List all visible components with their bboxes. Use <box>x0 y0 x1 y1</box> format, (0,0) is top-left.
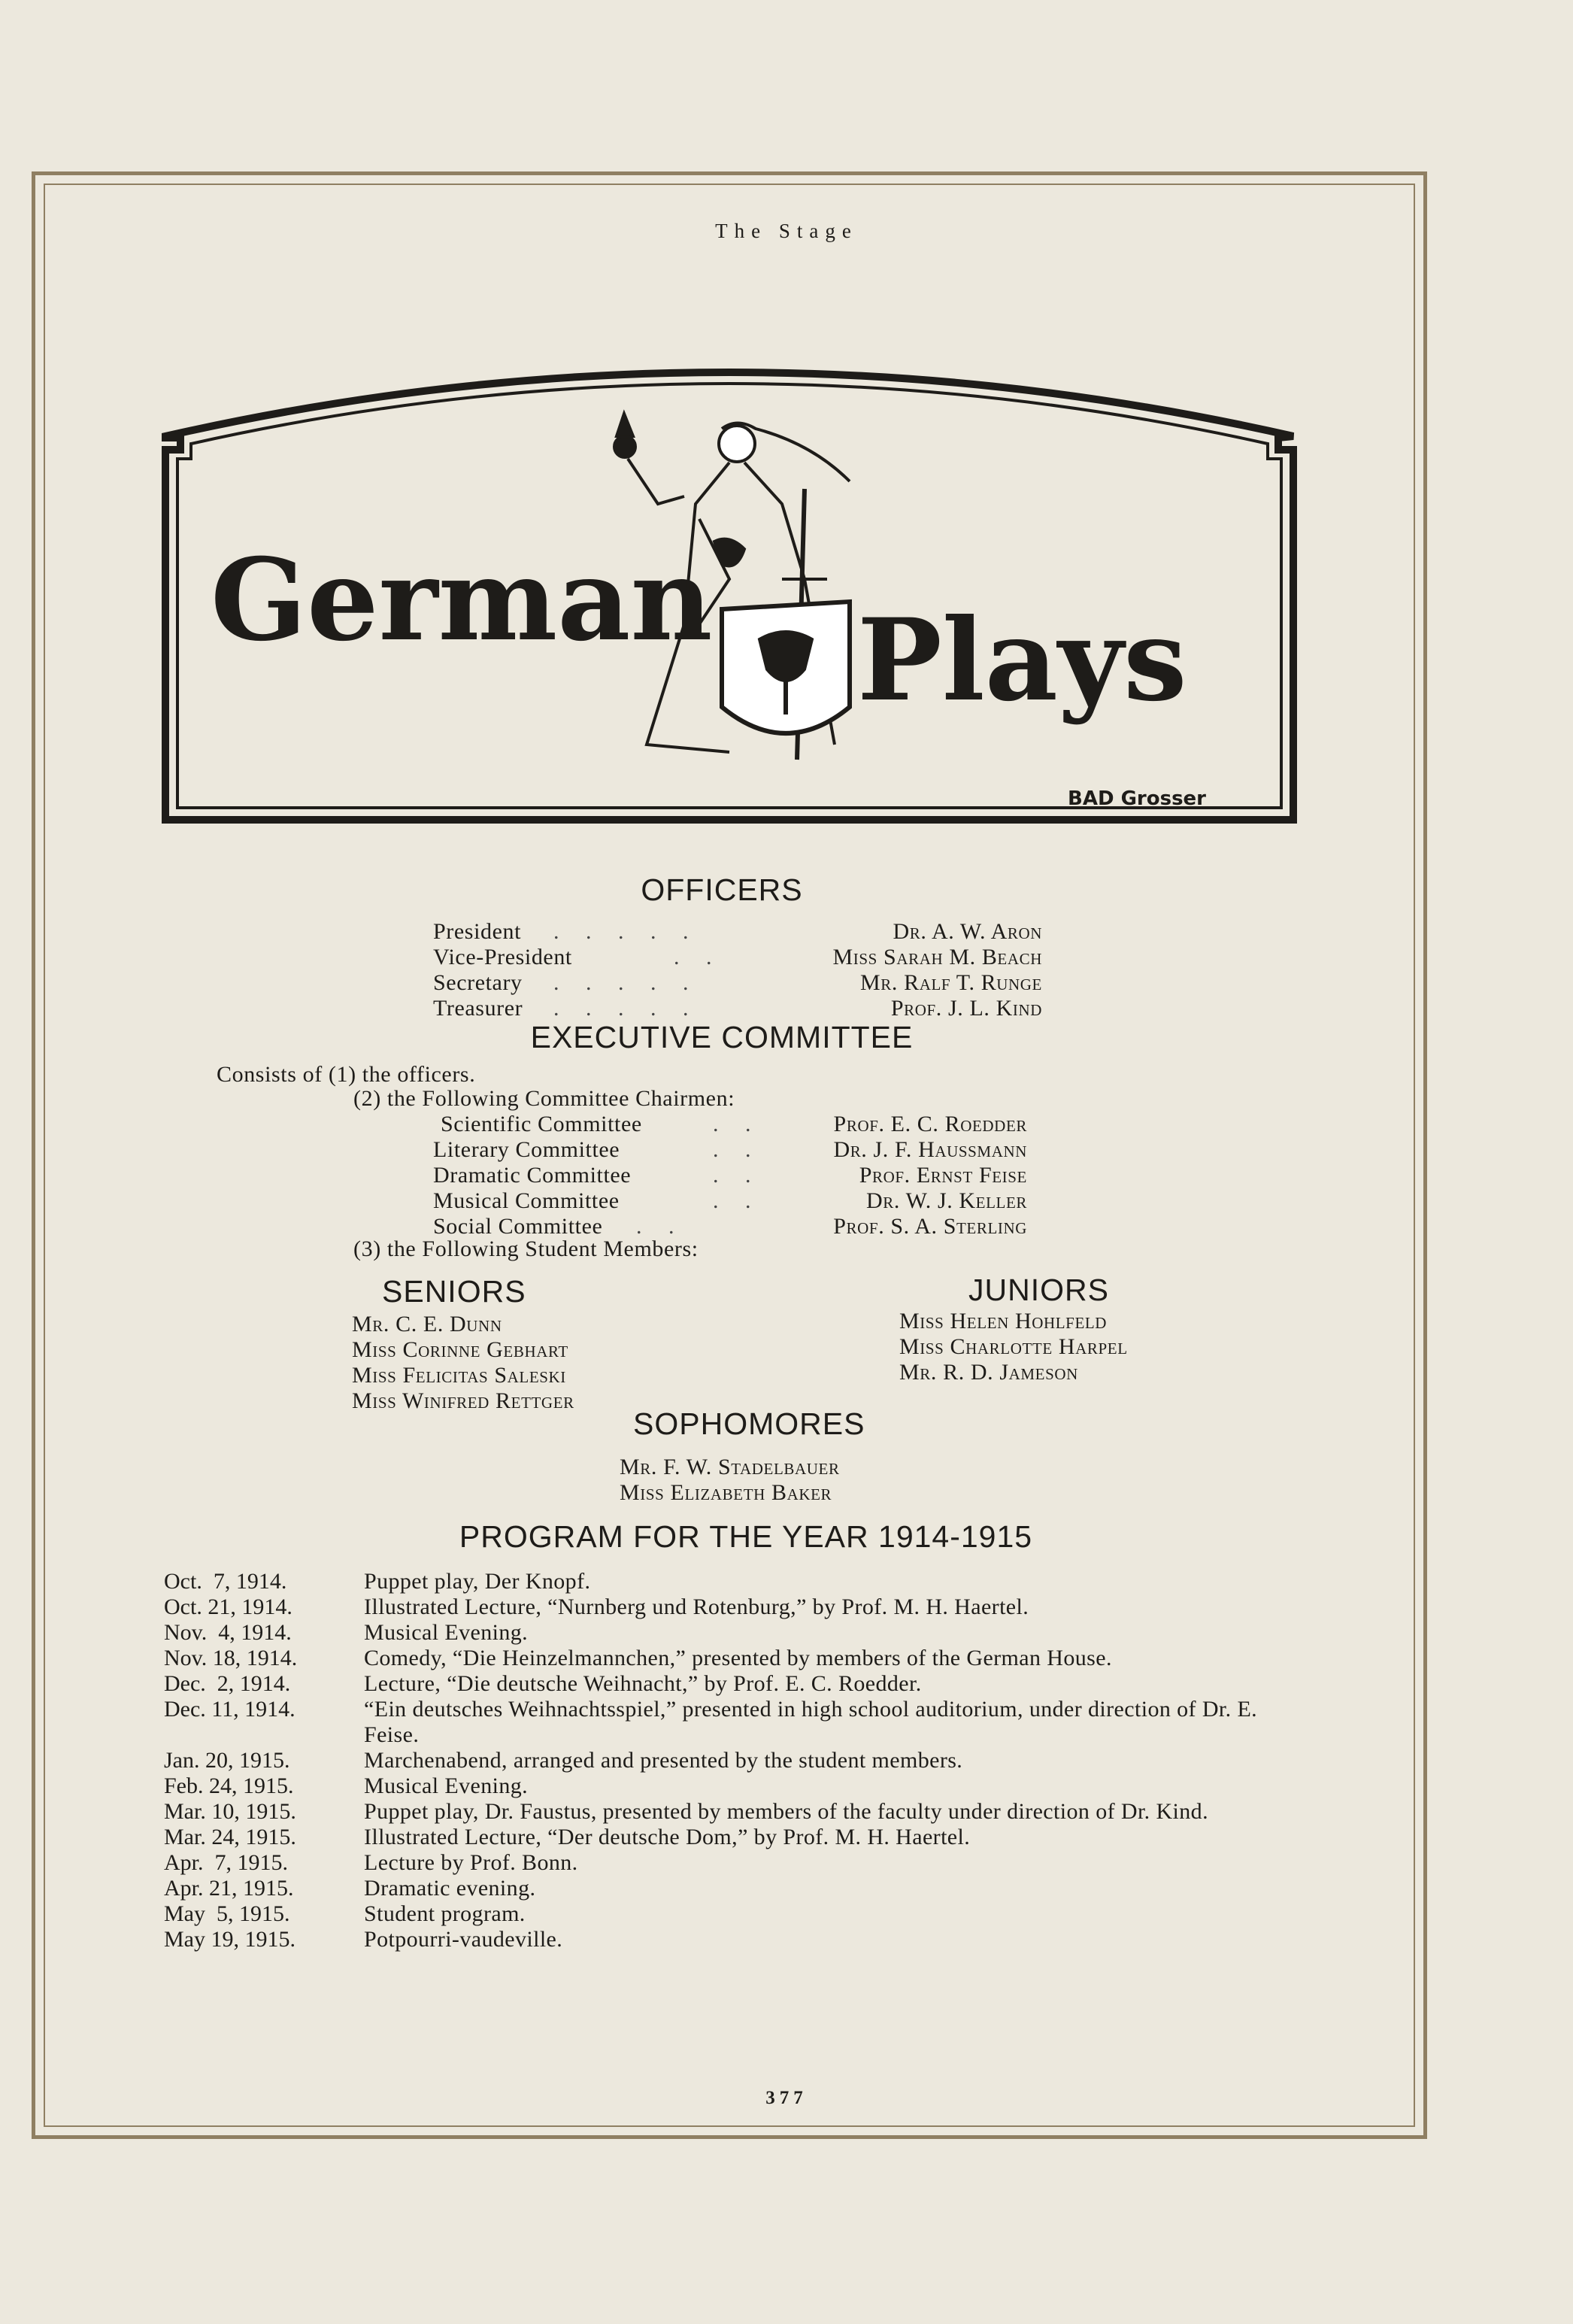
chairman-name: Prof. S. A. Sterling <box>833 1214 1027 1239</box>
seniors-list <box>352 1312 574 1414</box>
list-item: Miss Charlotte Harpel <box>899 1334 1128 1359</box>
event-text: Lecture, “Die deutsche Weihnacht,” by Prof. E. C. Roedder. <box>364 1671 922 1696</box>
event-text: Musical Evening. <box>364 1620 529 1645</box>
event-text: Illustrated Lecture, “Nurnberg und Rotenburg,” by Prof. M. H. Haertel. <box>364 1594 1029 1619</box>
program-row <box>164 1646 1314 1671</box>
event-text: Lecture by Prof. Bonn. <box>364 1850 578 1875</box>
event-text: Puppet play, Der Knopf. <box>364 1569 591 1594</box>
leader-dots: . . <box>713 1163 762 1188</box>
event-text: “Ein deutsches Weihnachtsspiel,” presented in high school auditorium, under direction of Dr. E. Feise. <box>364 1697 1258 1747</box>
program-row <box>164 1697 1314 1748</box>
leader-dots: . . <box>674 945 723 969</box>
chairman-role: Literary Committee <box>433 1137 620 1162</box>
chairman-role: Social Committee <box>433 1214 603 1239</box>
officer-name: Dr. A. W. Aron <box>893 919 1042 944</box>
banner-word-plays: Plays <box>857 594 1187 727</box>
officer-row <box>433 996 1042 1021</box>
page-number: 377 <box>765 2088 808 2108</box>
event-date: Jan. 20, 1915. <box>164 1748 290 1773</box>
executive-item-3: (3) the Following Student Members: <box>353 1236 699 1261</box>
event-text: Potpourri-vaudeville. <box>364 1927 563 1952</box>
program-row <box>164 1927 1314 1952</box>
officers-list <box>433 919 1042 1021</box>
program-row <box>164 1620 1314 1646</box>
sophomores-heading: SOPHOMORES <box>633 1406 865 1441</box>
juniors-heading: JUNIORS <box>968 1273 1109 1307</box>
officer-role: Vice-President <box>433 945 572 969</box>
chairman-role: Scientific Committee <box>441 1112 642 1136</box>
chairman-row <box>433 1214 1027 1239</box>
seniors-heading: SENIORS <box>382 1274 526 1309</box>
chairman-role: Musical Committee <box>433 1188 620 1213</box>
chairman-name: Dr. J. F. Haussmann <box>833 1137 1027 1162</box>
leader-dots: . . <box>713 1137 762 1162</box>
event-date: Nov. 4, 1914. <box>164 1620 292 1645</box>
program-row <box>164 1594 1314 1620</box>
juniors-list <box>899 1309 1128 1385</box>
german-plays-banner <box>158 353 1301 835</box>
event-text: Student program. <box>364 1901 526 1926</box>
executive-item-2: (2) the Following Committee Chairmen: <box>353 1086 735 1111</box>
list-item: Miss Elizabeth Baker <box>620 1480 832 1505</box>
event-date: Dec. 11, 1914. <box>164 1697 296 1722</box>
event-date: May 5, 1915. <box>164 1901 290 1926</box>
chairmen-list <box>433 1112 1027 1239</box>
event-date: Apr. 7, 1915. <box>164 1850 288 1875</box>
chairman-role: Dramatic Committee <box>433 1163 632 1188</box>
leader-dots: . . . . . <box>553 996 699 1021</box>
chairman-name: Dr. W. J. Keller <box>866 1188 1027 1213</box>
chairman-row <box>433 1163 1027 1188</box>
event-date: Oct. 7, 1914. <box>164 1569 287 1594</box>
banner-signature: BAD Grosser <box>1068 787 1207 810</box>
program-row <box>164 1671 1314 1697</box>
event-text: Illustrated Lecture, “Der deutsche Dom,” by Prof. M. H. Haertel. <box>364 1825 971 1849</box>
event-text: Comedy, “Die Heinzelmannchen,” presented by members of the German House. <box>364 1646 1112 1670</box>
list-item: Miss Winifred Rettger <box>352 1388 574 1413</box>
program-row <box>164 1748 1314 1773</box>
officer-role: Secretary <box>433 970 523 995</box>
program-row <box>164 1876 1314 1901</box>
officer-row <box>433 919 1042 945</box>
list-item: Miss Corinne Gebhart <box>352 1337 568 1362</box>
event-date: Feb. 24, 1915. <box>164 1773 294 1798</box>
list-item: Mr. C. E. Dunn <box>352 1312 502 1336</box>
sophomores-list <box>620 1455 840 1506</box>
event-text: Musical Evening. <box>364 1773 529 1798</box>
officer-row <box>433 945 1042 970</box>
chairman-row <box>433 1137 1027 1163</box>
program-row <box>164 1850 1314 1876</box>
program-heading: PROGRAM FOR THE YEAR 1914-1915 <box>459 1519 1033 1554</box>
list-item: Miss Felicitas Saleski <box>352 1363 566 1388</box>
list-item: Mr. F. W. Stadelbauer <box>620 1455 840 1479</box>
program-row <box>164 1901 1314 1927</box>
event-date: Dec. 2, 1914. <box>164 1671 291 1696</box>
leader-dots: . . <box>713 1112 762 1136</box>
chairman-name: Prof. E. C. Roedder <box>833 1112 1027 1136</box>
program-list <box>164 1569 1314 1952</box>
leader-dots: . . . . . <box>553 919 699 944</box>
executive-consists: Consists of (1) the officers. <box>217 1062 476 1087</box>
executive-heading: EXECUTIVE COMMITTEE <box>530 1020 914 1054</box>
officer-row <box>433 970 1042 996</box>
program-row <box>164 1773 1314 1799</box>
event-date: May 19, 1915. <box>164 1927 296 1952</box>
banner-word-german: German <box>211 534 713 666</box>
event-date: Oct. 21, 1914. <box>164 1594 292 1619</box>
event-date: Mar. 24, 1915. <box>164 1825 296 1849</box>
chairman-row <box>433 1188 1027 1214</box>
chairman-name: Prof. Ernst Feise <box>859 1163 1027 1188</box>
program-row <box>164 1825 1314 1850</box>
chairman-row <box>433 1112 1027 1137</box>
program-row <box>164 1569 1314 1594</box>
event-date: Nov. 18, 1914. <box>164 1646 298 1670</box>
leader-dots: . . <box>713 1188 762 1213</box>
event-date: Mar. 10, 1915. <box>164 1799 296 1824</box>
officer-name: Mr. Ralf T. Runge <box>860 970 1042 995</box>
leader-dots: . . <box>636 1214 685 1239</box>
officer-role: Treasurer <box>433 996 523 1021</box>
officers-heading: OFFICERS <box>641 872 803 907</box>
officer-name: Prof. J. L. Kind <box>890 996 1042 1021</box>
officer-role: President <box>433 919 522 944</box>
leader-dots: . . . . . <box>553 970 699 995</box>
event-text: Puppet play, Dr. Faustus, presented by members of the faculty under direction of Dr. Kind. <box>364 1799 1208 1824</box>
list-item: Mr. R. D. Jameson <box>899 1360 1078 1385</box>
officer-name: Miss Sarah M. Beach <box>832 945 1042 969</box>
running-head: The Stage <box>715 220 858 242</box>
event-date: Apr. 21, 1915. <box>164 1876 294 1901</box>
list-item: Miss Helen Hohlfeld <box>899 1309 1108 1333</box>
event-text: Dramatic evening. <box>364 1876 536 1901</box>
program-row <box>164 1799 1314 1825</box>
event-text: Marchenabend, arranged and presented by the student members. <box>364 1748 963 1773</box>
